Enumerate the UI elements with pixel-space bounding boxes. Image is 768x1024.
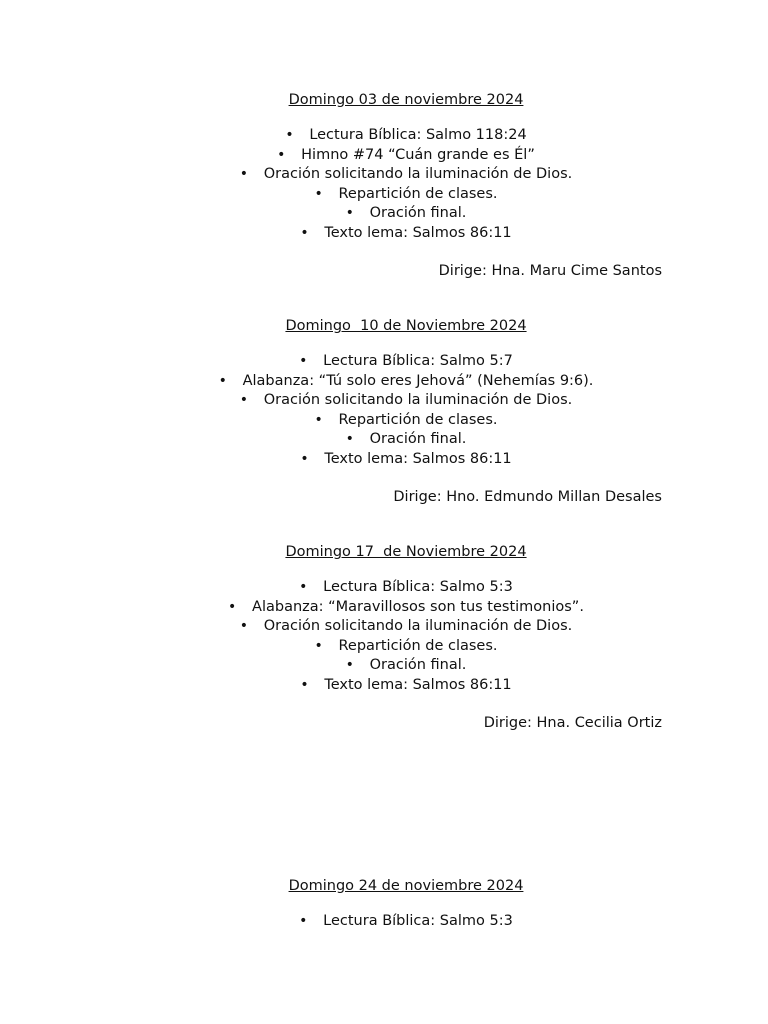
agenda-item-text: Himno #74 “Cuán grande es Él” — [301, 146, 535, 163]
bullet-icon: • — [299, 353, 308, 369]
bullet-icon: • — [345, 657, 354, 674]
agenda-item-text: Texto lema: Salmos 86:11 — [324, 224, 512, 241]
agenda-item — [150, 912, 662, 932]
bullet-icon: • — [285, 127, 294, 143]
agenda-item — [150, 578, 662, 598]
agenda-item — [150, 372, 662, 392]
session-date-heading: Domingo 10 de Noviembre 2024 — [285, 318, 527, 334]
bullet-icon: • — [228, 598, 237, 615]
bullet-icon: • — [299, 579, 308, 595]
session-nov-17 — [150, 543, 662, 732]
agenda-item-text: Texto lema: Salmos 86:11 — [324, 450, 512, 467]
agenda-item — [150, 146, 662, 166]
agenda-item-text: Oración final. — [369, 205, 467, 222]
bullet-icon: • — [218, 372, 227, 389]
agenda-item-text: Lectura Bíblica: Salmo 5:3 — [323, 913, 513, 929]
bullet-icon: • — [239, 392, 249, 409]
bullet-icon: • — [300, 224, 309, 241]
agenda-item-text: Oración solicitando la iluminación de Dios. — [263, 392, 573, 409]
agenda-item-text: Oración final. — [369, 431, 467, 448]
agenda-item-text: Oración solicitando la iluminación de Dios. — [263, 166, 573, 183]
session-leader: Dirige: Hna. Cecilia Ortiz — [483, 714, 662, 731]
bullet-icon: • — [345, 431, 354, 448]
agenda-item — [150, 224, 662, 244]
agenda-item — [150, 430, 662, 450]
agenda-list — [150, 126, 662, 244]
bullet-icon: • — [345, 205, 354, 222]
agenda-item-text: Repartición de clases. — [338, 185, 498, 202]
agenda-item-text: Lectura Bíblica: Salmo 118:24 — [309, 127, 527, 143]
agenda-item-text: Repartición de clases. — [338, 411, 498, 428]
bullet-icon: • — [239, 618, 249, 635]
bullet-icon: • — [299, 913, 308, 929]
agenda-item-text: Alabanza: “Tú solo eres Jehová” (Nehemías 9:6). — [242, 372, 594, 389]
agenda-item — [150, 391, 662, 411]
agenda-item — [150, 637, 662, 657]
bullet-icon: • — [300, 676, 309, 693]
agenda-item — [150, 411, 662, 431]
agenda-item — [150, 656, 662, 676]
agenda-item-text: Lectura Bíblica: Salmo 5:7 — [323, 353, 513, 369]
agenda-item — [150, 450, 662, 470]
agenda-list — [150, 352, 662, 470]
agenda-item-text: Oración final. — [369, 657, 467, 674]
agenda-item — [150, 352, 662, 372]
session-nov-03 — [150, 91, 662, 280]
agenda-item-text: Texto lema: Salmos 86:11 — [324, 676, 512, 693]
agenda-list — [150, 578, 662, 696]
session-nov-10 — [150, 317, 662, 506]
bullet-icon: • — [314, 411, 323, 428]
agenda-item — [150, 676, 662, 696]
session-date-heading: Domingo 03 de noviembre 2024 — [288, 92, 524, 108]
agenda-item — [150, 185, 662, 205]
agenda-item — [150, 204, 662, 224]
bullet-icon: • — [239, 166, 249, 183]
agenda-item-text: Oración solicitando la iluminación de Dios. — [263, 618, 573, 635]
bullet-icon: • — [314, 185, 323, 202]
agenda-item-text: Lectura Bíblica: Salmo 5:3 — [323, 579, 513, 595]
session-nov-24 — [150, 877, 662, 932]
bullet-icon: • — [300, 450, 309, 467]
agenda-item — [150, 598, 662, 618]
bullet-icon: • — [314, 637, 323, 654]
session-date-heading: Domingo 24 de noviembre 2024 — [288, 878, 524, 894]
session-leader: Dirige: Hna. Maru Cime Santos — [438, 262, 662, 279]
session-date-heading: Domingo 17 de Noviembre 2024 — [285, 544, 527, 560]
session-leader: Dirige: Hno. Edmundo Millan Desales — [393, 488, 662, 505]
agenda-item-text: Alabanza: “Maravillosos son tus testimonios”. — [252, 598, 584, 615]
bullet-icon: • — [277, 146, 286, 163]
agenda-item — [150, 126, 662, 146]
agenda-item-text: Repartición de clases. — [338, 637, 498, 654]
agenda-item — [150, 617, 662, 637]
agenda-list — [150, 912, 662, 932]
agenda-item — [150, 165, 662, 185]
